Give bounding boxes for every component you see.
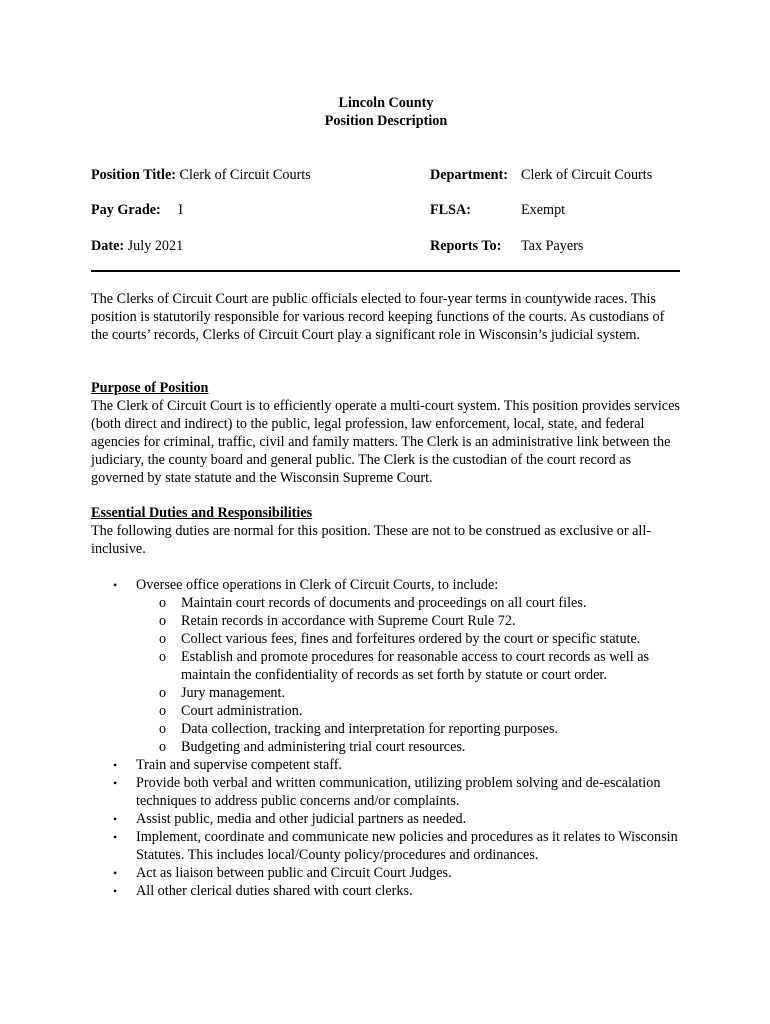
duty-subitem-text: Budgeting and administering trial court resources. [181, 739, 466, 755]
position-title-field [91, 166, 311, 184]
flsa-label: FLSA: [430, 202, 471, 218]
duty-text: Provide both verbal and written communication, utilizing problem solving and de-escalation techniques to address public concerns and/or complaints. [136, 775, 661, 809]
duty-subitem-text: Establish and promote procedures for reasonable access to court records as well as maintain the confidentiality of records as set forth by statute or court order. [181, 649, 650, 683]
date-label: Date: [91, 238, 125, 254]
sub-bullet-icon: o [159, 613, 167, 629]
duty-item [91, 882, 691, 900]
duty-text: Implement, coordinate and communicate new policies and procedures as it relates to Wisconsin Statutes. This includes local/County policy/procedures and ordinances. [136, 829, 678, 863]
duty-subitem [91, 630, 691, 648]
department-label: Department: [430, 167, 509, 183]
duty-text: Train and supervise competent staff. [136, 757, 343, 773]
reports-to-value: Tax Payers [521, 238, 584, 254]
sub-bullet-icon: o [159, 685, 167, 701]
duty-subitem [91, 702, 691, 720]
pay-grade-value: I [178, 202, 184, 218]
flsa-value: Exempt [521, 202, 566, 218]
duties-section [91, 504, 681, 558]
duty-text: Oversee office operations in Clerk of Circuit Courts, to include: [136, 577, 499, 593]
position-fields [91, 166, 681, 256]
header-divider [91, 270, 680, 272]
duty-subitem-text: Maintain court records of documents and proceedings on all court files. [181, 595, 587, 611]
bullet-icon: • [113, 830, 118, 844]
duty-subitem-text: Court administration. [181, 703, 303, 719]
duties-heading: Essential Duties and Responsibilities [91, 505, 313, 521]
duty-subitem-text: Jury management. [181, 685, 286, 701]
pay-grade-label: Pay Grade: [91, 202, 161, 218]
purpose-paragraph: The Clerk of Circuit Court is to efficiently operate a multi-court system. This position provides services (both direct and indirect) to the public, legal profession, law enforcement, local, state, and federal agencies for criminal, traffic, civil and family matters. The Clerk is an administrative link between the judiciary, the county board and general public. The Clerk is the custodian of the court record as governed by state statute and the Wisconsin Supreme Court. [91, 398, 680, 486]
duty-item [91, 810, 691, 828]
duty-subitem-text: Retain records in accordance with Supreme Court Rule 72. [181, 613, 516, 629]
duty-subitem [91, 720, 691, 738]
county-name: Lincoln County [338, 95, 434, 111]
duty-text: All other clerical duties shared with court clerks. [136, 883, 413, 899]
intro-section [91, 290, 681, 344]
purpose-section [91, 379, 681, 487]
duties-list [91, 576, 691, 900]
department-value: Clerk of Circuit Courts [521, 167, 653, 183]
duty-subitem [91, 594, 691, 612]
position-title-label: Position Title: [91, 167, 176, 183]
document-type: Position Description [324, 113, 448, 129]
duty-item [91, 828, 691, 864]
reports-to-label: Reports To: [430, 238, 502, 254]
duty-item [91, 576, 691, 594]
duty-text: Assist public, media and other judicial partners as needed. [136, 811, 467, 827]
duties-intro: The following duties are normal for this position. These are not to be construed as exclusive or all-inclusive. [91, 523, 651, 557]
date-field [91, 237, 183, 255]
pay-grade-field [91, 201, 183, 219]
date-value: July 2021 [127, 238, 184, 254]
duty-item [91, 864, 691, 882]
bullet-icon: • [113, 866, 118, 880]
duty-text: Act as liaison between public and Circuit Court Judges. [136, 865, 452, 881]
intro-paragraph: The Clerks of Circuit Court are public officials elected to four-year terms in countywide races. This position is statutorily responsible for various record keeping functions of the courts. As custodians of the courts’ records, Clerks of Circuit Court play a significant role in Wisconsin’s judicial system. [91, 291, 665, 343]
bullet-icon: • [113, 884, 118, 898]
document-header [91, 94, 681, 256]
duty-subitem [91, 684, 691, 702]
bullet-icon: • [113, 758, 118, 772]
sub-bullet-icon: o [159, 595, 167, 611]
sub-bullet-icon: o [159, 649, 167, 665]
duty-subitem-text: Collect various fees, fines and forfeitures ordered by the court or specific statute. [181, 631, 641, 647]
duty-subitem [91, 738, 691, 756]
position-title-value: Clerk of Circuit Courts [179, 167, 311, 183]
duty-subitem-text: Data collection, tracking and interpretation for reporting purposes. [181, 721, 559, 737]
sub-bullet-icon: o [159, 703, 167, 719]
bullet-icon: • [113, 578, 118, 592]
duty-item [91, 756, 691, 774]
purpose-heading: Purpose of Position [91, 380, 209, 396]
duty-subitem [91, 648, 691, 684]
bullet-icon: • [113, 812, 118, 826]
sub-bullet-icon: o [159, 739, 167, 755]
bullet-icon: • [113, 776, 118, 790]
sub-bullet-icon: o [159, 631, 167, 647]
sub-bullet-icon: o [159, 721, 167, 737]
duty-subitem [91, 612, 691, 630]
duty-item [91, 774, 691, 810]
